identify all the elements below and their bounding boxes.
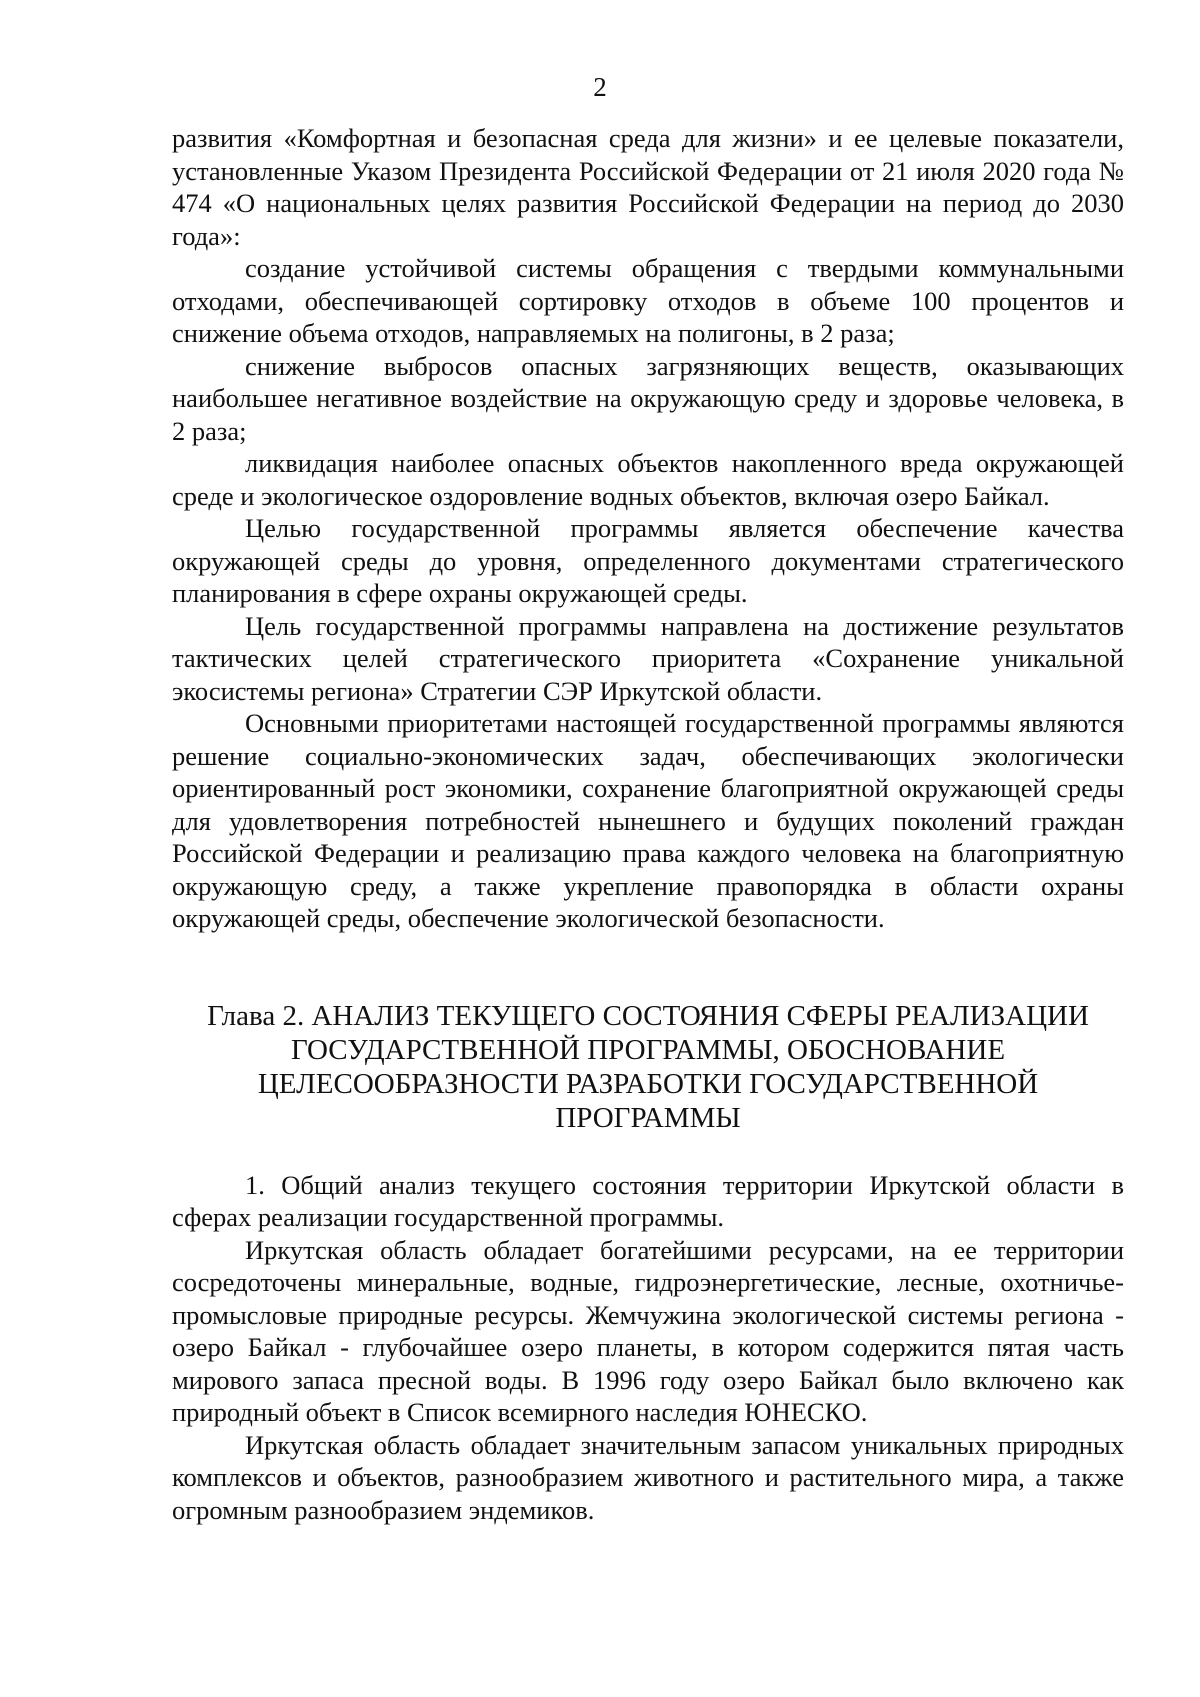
spacer <box>172 1135 1124 1169</box>
paragraph: Иркутская область обладает богатейшими ресурсами, на ее территории сосредоточены минеральные, водные, гидроэнергетические, лесные, охотничье-промысловые природные ресурсы. Жемчужина экологической системы региона - озеро Байкал - глубочайшее озеро планеты, в котором содержится пятая часть мирового запаса пресной воды. В 1996 году озеро Байкал было включено как природный объект в Список всемирного наследия ЮНЕСКО. <box>172 1234 1124 1427</box>
paragraph: 1. Общий анализ текущего состояния территории Иркутской области в сферах реализации государственной программы. <box>172 1169 1124 1232</box>
paragraph: Иркутская область обладает значительным запасом уникальных природных комплексов и объектов, разнообразием животного и растительного мира, а также огромным разнообразием эндемиков. <box>172 1429 1124 1525</box>
chapter-heading: Глава 2. АНАЛИЗ ТЕКУЩЕГО СОСТОЯНИЯ СФЕРЫ РЕАЛИЗАЦИИ ГОСУДАРСТВЕННОЙ ПРОГРАММЫ, ОБОСНОВАНИЕ ЦЕЛЕСООБРАЗНОСТИ РАЗРАБОТКИ ГОСУДАРСТВЕННОЙ ПРОГРАММЫ <box>207 999 1089 1134</box>
page-number: 2 <box>593 72 607 102</box>
paragraph: снижение выбросов опасных загрязняющих веществ, оказывающих наибольшее негативное воздействие на окружающую среду и здоровье человека, в 2 раза; <box>172 350 1124 446</box>
paragraph: развития «Комфортная и безопасная среда для жизни» и ее целевые показатели, установленные Указом Президента Российской Федерации от 21 июля 2020 года № 474 «О национальных целях развития Российской Федерации на период до 2030 года»: <box>172 123 1124 251</box>
paragraph: Основными приоритетами настоящей государственной программы являются решение социально-экономических задач, обеспечивающих экологически ориентированный рост экономики, сохранение благоприятной окружающей среды для удовлетворения потребностей нынешнего и будущих поколений граждан Российской Федерации и реализацию права каждого человека на благоприятную окружающую среду, а также укрепление правопорядка в области охраны окружающей среды, обеспечение экологической безопасности. <box>172 708 1124 933</box>
paragraph: Цель государственной программы направлена на достижение результатов тактических целей стратегического приоритета «Сохранение уникальной экосистемы региона» Стратегии СЭР Иркутской области. <box>172 610 1124 706</box>
paragraph: Целью государственной программы является обеспечение качества окружающей среды до уровня, определенного документами стратегического планирования в сфере охраны окружающей среды. <box>172 513 1124 608</box>
document-body <box>172 122 1124 1526</box>
paragraph: создание устойчивой системы обращения с твердыми коммунальными отходами, обеспечивающей сортировку отходов в объеме 100 процентов и снижение объема отходов, направляемых на полигоны, в 2 раза; <box>172 253 1124 348</box>
paragraph: ликвидация наиболее опасных объектов накопленного вреда окружающей среде и экологическое оздоровление водных объектов, включая озеро Байкал. <box>172 448 1124 511</box>
